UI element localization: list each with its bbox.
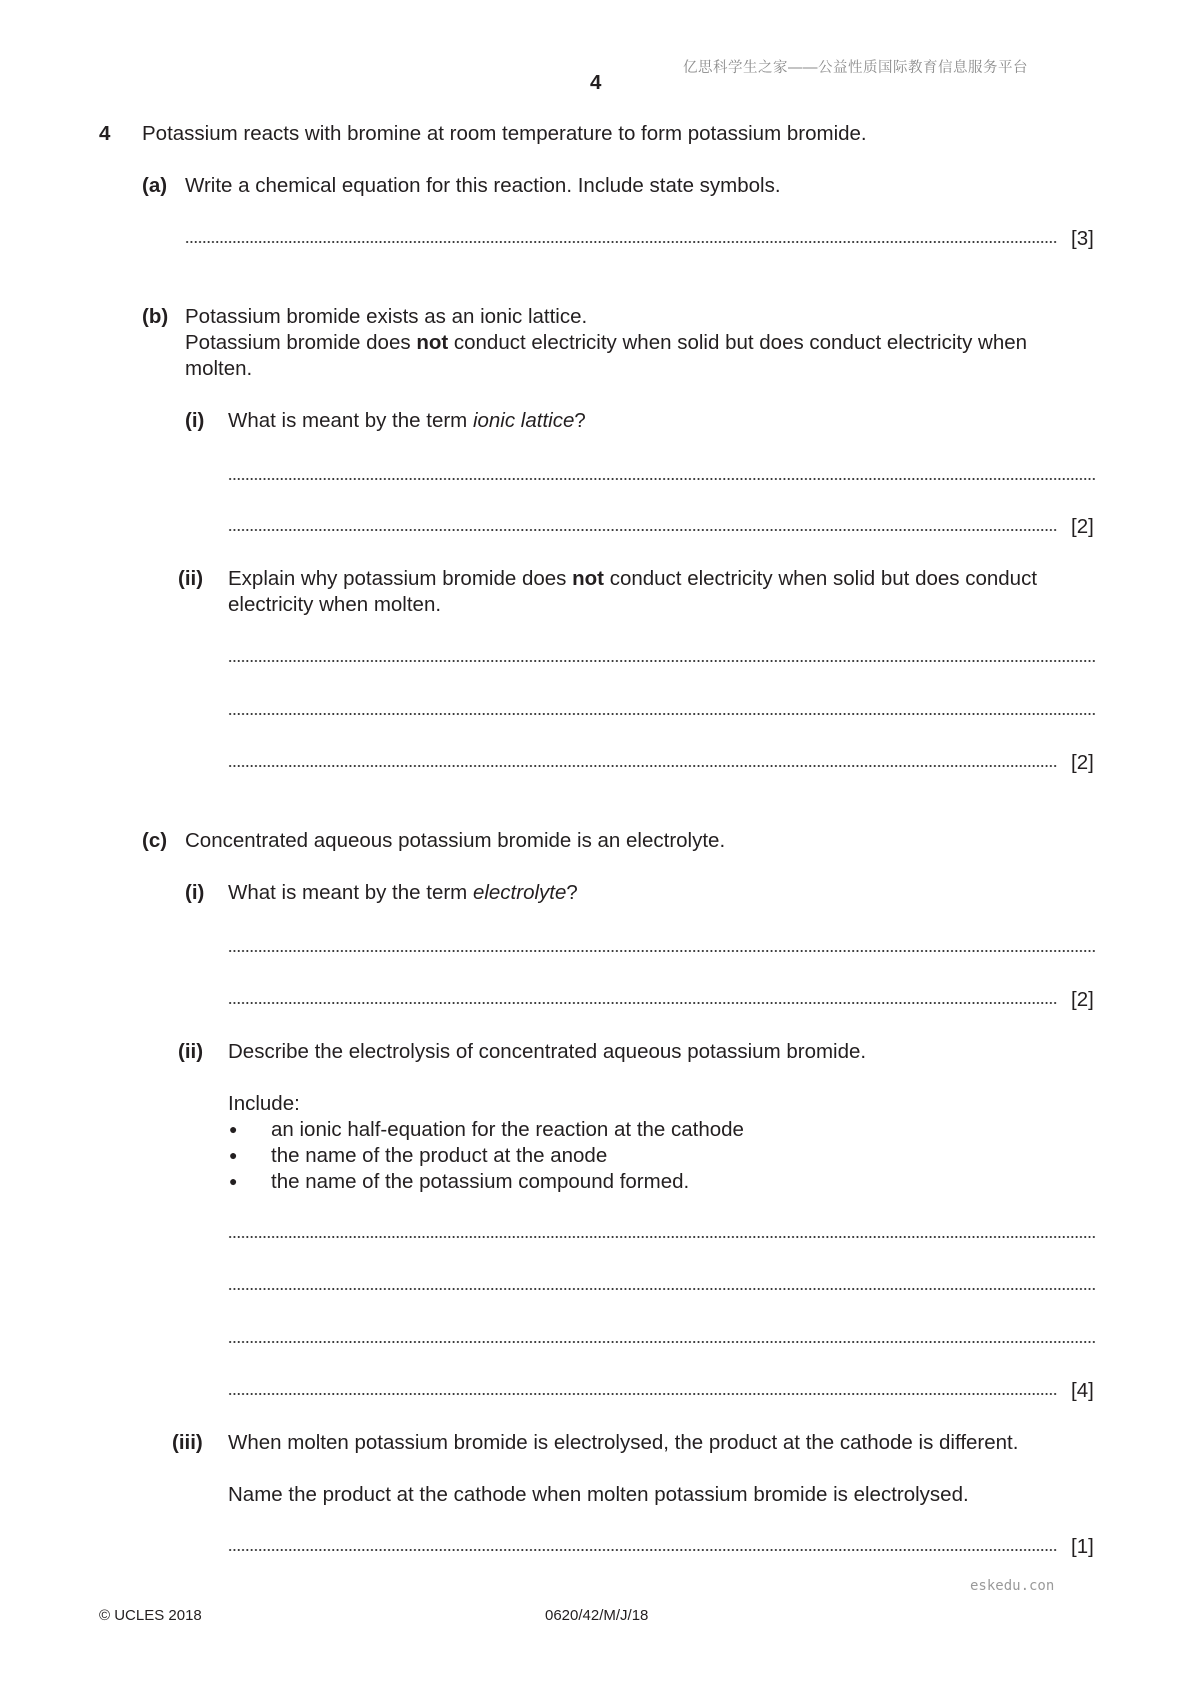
bullet-icon: ● (229, 1173, 238, 1189)
bullet-item-1: an ionic half-equation for the reaction at the cathode (271, 1118, 744, 1141)
header-site-note: 亿思科学生之家——公益性质国际教育信息服务平台 (683, 60, 1028, 76)
footer-copyright: © UCLES 2018 (99, 1607, 202, 1624)
part-c-iii-label: (iii) (172, 1431, 203, 1454)
part-b-line2-bold: not (416, 331, 449, 354)
answer-line-c-ii-2[interactable] (228, 1288, 1095, 1290)
part-b-ii-post: conduct electricity when solid but does conduct (604, 567, 1038, 590)
answer-line-b-ii-1[interactable] (228, 660, 1095, 662)
part-b-i-term: ionic lattice (472, 409, 575, 432)
part-c-i-term: electrolyte (472, 881, 567, 904)
answer-line-c-i-2[interactable] (228, 1002, 1057, 1004)
part-b-line2 (185, 330, 1027, 356)
part-c-ii-include: Include: (228, 1092, 300, 1115)
part-b-label: (b) (142, 305, 169, 328)
part-c-i-label: (i) (185, 881, 205, 904)
mark-c-i: [2] (1071, 988, 1094, 1011)
mark-b-ii: [2] (1071, 751, 1094, 774)
answer-line-c-ii-1[interactable] (228, 1236, 1095, 1238)
part-c-i-pre: What is meant by the term (228, 881, 473, 904)
page-number: 4 (590, 71, 602, 94)
answer-line-b-ii-3[interactable] (228, 765, 1057, 767)
mark-c-iii: [1] (1071, 1535, 1094, 1558)
answer-line-c-i-1[interactable] (228, 950, 1095, 952)
part-c-iii-text2: Name the product at the cathode when molten potassium bromide is electrolysed. (228, 1483, 969, 1506)
part-b-i-text (228, 408, 586, 434)
part-b-ii-line1 (228, 566, 1037, 592)
answer-line-b-i-2[interactable] (228, 529, 1057, 531)
mark-b-i: [2] (1071, 515, 1094, 538)
answer-line-b-ii-2[interactable] (228, 713, 1095, 715)
bullet-item-3: the name of the potassium compound formed. (271, 1170, 690, 1193)
bullet-icon: ● (229, 1121, 238, 1137)
part-c-label: (c) (142, 829, 168, 852)
part-c-iii-text: When molten potassium bromide is electrolysed, the product at the cathode is different. (228, 1431, 1019, 1454)
part-a-label: (a) (142, 174, 168, 197)
mark-a: [3] (1071, 227, 1094, 250)
answer-line-b-i-1[interactable] (228, 478, 1095, 480)
part-c-i-post: ? (566, 881, 578, 904)
bullet-icon: ● (229, 1147, 238, 1163)
answer-line-a[interactable] (185, 241, 1057, 243)
part-a-text: Write a chemical equation for this reaction. Include state symbols. (185, 174, 781, 197)
mark-c-ii: [4] (1071, 1379, 1094, 1402)
part-c-ii-label: (ii) (178, 1040, 204, 1063)
part-c-ii-text: Describe the electrolysis of concentrated aqueous potassium bromide. (228, 1040, 867, 1063)
part-b-i-label: (i) (185, 409, 205, 432)
question-number: 4 (99, 122, 111, 145)
part-b-line3: molten. (185, 357, 253, 380)
part-b-ii-label: (ii) (178, 567, 204, 590)
part-b-ii-pre: Explain why potassium bromide does (228, 567, 573, 590)
bullet-item-2: the name of the product at the anode (271, 1144, 608, 1167)
answer-line-c-ii-3[interactable] (228, 1341, 1095, 1343)
part-b-i-pre: What is meant by the term (228, 409, 473, 432)
part-b-line1: Potassium bromide exists as an ionic lattice. (185, 305, 588, 328)
part-b-ii-line2: electricity when molten. (228, 593, 442, 616)
question-stem: Potassium reacts with bromine at room temperature to form potassium bromide. (142, 122, 867, 145)
part-b-line2-post: conduct electricity when solid but does conduct electricity when (448, 331, 1028, 354)
answer-line-c-iii[interactable] (228, 1549, 1057, 1551)
part-b-i-post: ? (574, 409, 586, 432)
part-c-i-text (228, 880, 578, 906)
watermark-text: eskedu.con (970, 1578, 1055, 1594)
part-b-line2-pre: Potassium bromide does (185, 331, 417, 354)
part-b-ii-bold: not (572, 567, 604, 590)
footer-paper-code: 0620/42/M/J/18 (545, 1607, 649, 1624)
part-c-text: Concentrated aqueous potassium bromide is an electrolyte. (185, 829, 726, 852)
answer-line-c-ii-4[interactable] (228, 1393, 1057, 1395)
